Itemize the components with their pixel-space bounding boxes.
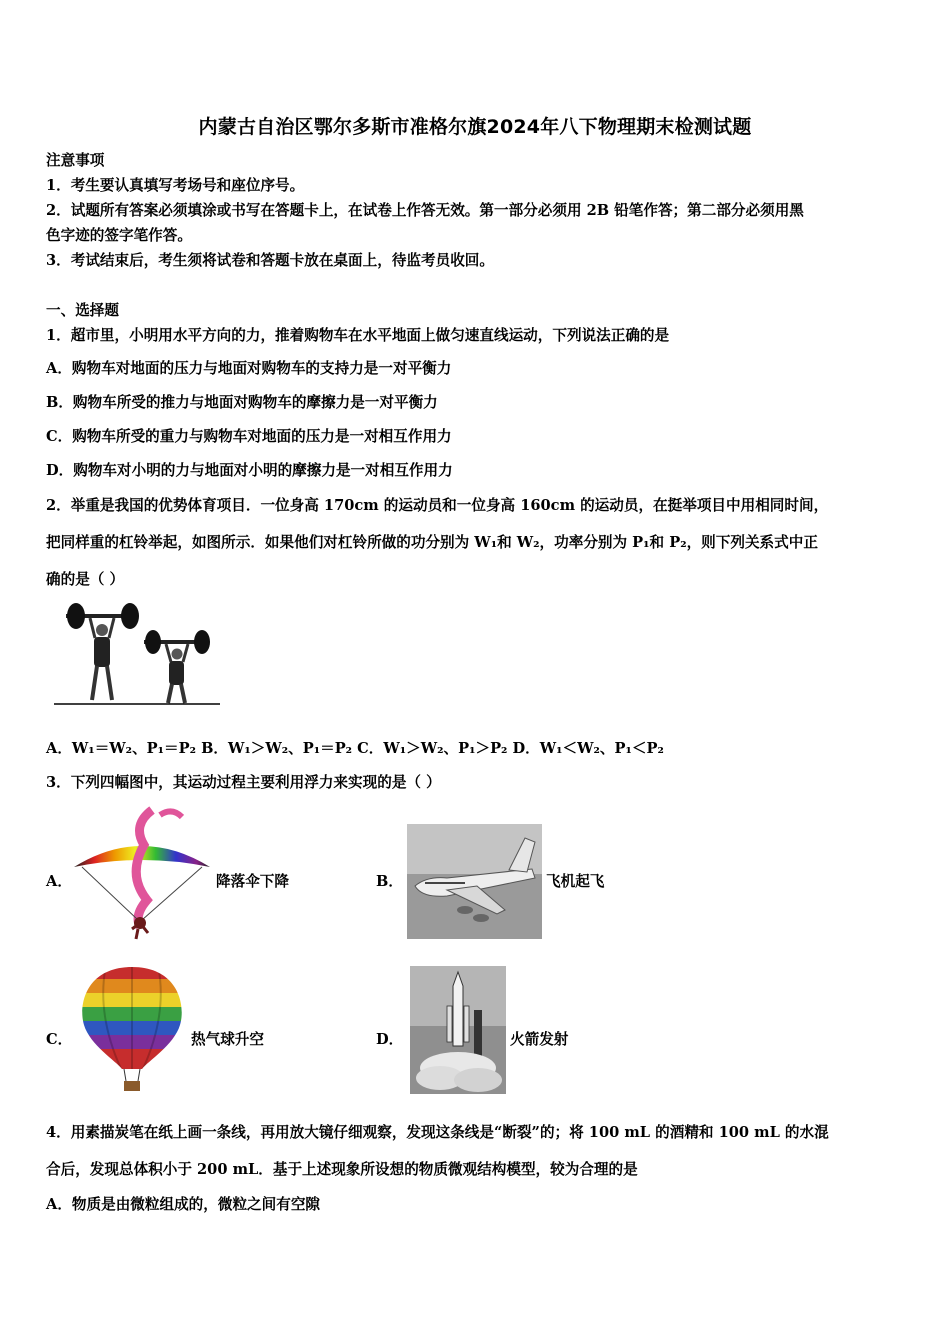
- q3-option-a-letter: A．: [46, 873, 72, 890]
- parachute-image: [72, 805, 212, 940]
- q4-option-a: A．物质是由微粒组成的，微粒之间有空隙: [46, 1196, 321, 1213]
- q3-option-d-caption: 火箭发射: [510, 1031, 569, 1048]
- exam-title: 内蒙古自治区鄂尔多斯市准格尔旗2024年八下物理期末检测试题: [198, 116, 752, 138]
- q3-stem: 3．下列四幅图中，其运动过程主要利用浮力来实现的是（ ）: [46, 774, 441, 791]
- rocket-launch-image: [410, 966, 506, 1094]
- q1-stem: 1．超市里，小明用水平方向的力，推着购物车在水平地面上做匀速直线运动，下列说法正确的是: [46, 327, 670, 344]
- q3-option-a-caption: 降落伞下降: [216, 873, 289, 890]
- q3-option-b-letter: B．: [376, 873, 403, 890]
- q1-option-d: D．购物车对小明的力与地面对小明的摩擦力是一对相互作用力: [46, 462, 453, 479]
- lifter-short: [144, 630, 210, 703]
- notice-item-2: 2．试题所有答案必须填涂或书写在答题卡上，在试卷上作答无效。第一部分必须用 2B 铅笔作答；第二部分必须用黑: [46, 202, 804, 219]
- q3-option-d-letter: D．: [376, 1031, 404, 1048]
- notice-item-1: 1．考生要认真填写考场号和座位序号。: [46, 177, 305, 194]
- q2-stem-line1: 2．举重是我国的优势体育项目．一位身高 170cm 的运动员和一位身高 160cm 的运动员，在挺举项目中用相同时间，: [46, 497, 829, 514]
- q1-option-c: C．购物车所受的重力与购物车对地面的压力是一对相互作用力: [46, 428, 452, 445]
- section-heading: 一、选择题: [46, 302, 119, 319]
- q2-stem-line2: 把同样重的杠铃举起，如图所示．如果他们对杠铃所做的功分别为 W₁和 W₂，功率分别为 P₁和 P₂，则下列关系式中正: [46, 534, 818, 551]
- notice-item-2-cont: 色字迹的签字笔作答。: [46, 227, 192, 244]
- airplane-image: [407, 824, 542, 939]
- weightlifters-figure: [52, 600, 222, 708]
- lifter-tall: [66, 603, 139, 700]
- q3-option-b-caption: 飞机起飞: [546, 873, 605, 890]
- q4-stem-line1: 4．用素描炭笔在纸上画一条线，再用放大镜仔细观察，发现这条线是“断裂”的；将 100 mL 的酒精和 100 mL 的水混: [46, 1124, 829, 1141]
- hot-air-balloon-image: [76, 965, 188, 1095]
- q3-option-c-caption: 热气球升空: [191, 1031, 264, 1048]
- q2-stem-line3: 确的是（ ）: [46, 571, 125, 588]
- q1-option-b: B．购物车所受的推力与地面对购物车的摩擦力是一对平衡力: [46, 394, 438, 411]
- notice-item-3: 3．考试结束后，考生须将试卷和答题卡放在桌面上，待监考员收回。: [46, 252, 494, 269]
- q3-option-c-letter: C．: [46, 1031, 73, 1048]
- q1-option-a: A．购物车对地面的压力与地面对购物车的支持力是一对平衡力: [46, 360, 452, 377]
- q2-options: A．W₁＝W₂、P₁＝P₂ B．W₁＞W₂、P₁＝P₂ C．W₁＞W₂、P₁＞P₂ D．W₁＜W₂、P₁＜P₂: [46, 740, 664, 757]
- notice-heading: 注意事项: [46, 152, 105, 169]
- q4-stem-line2: 合后，发现总体积小于 200 mL．基于上述现象所设想的物质微观结构模型，较为合理的是: [46, 1161, 638, 1178]
